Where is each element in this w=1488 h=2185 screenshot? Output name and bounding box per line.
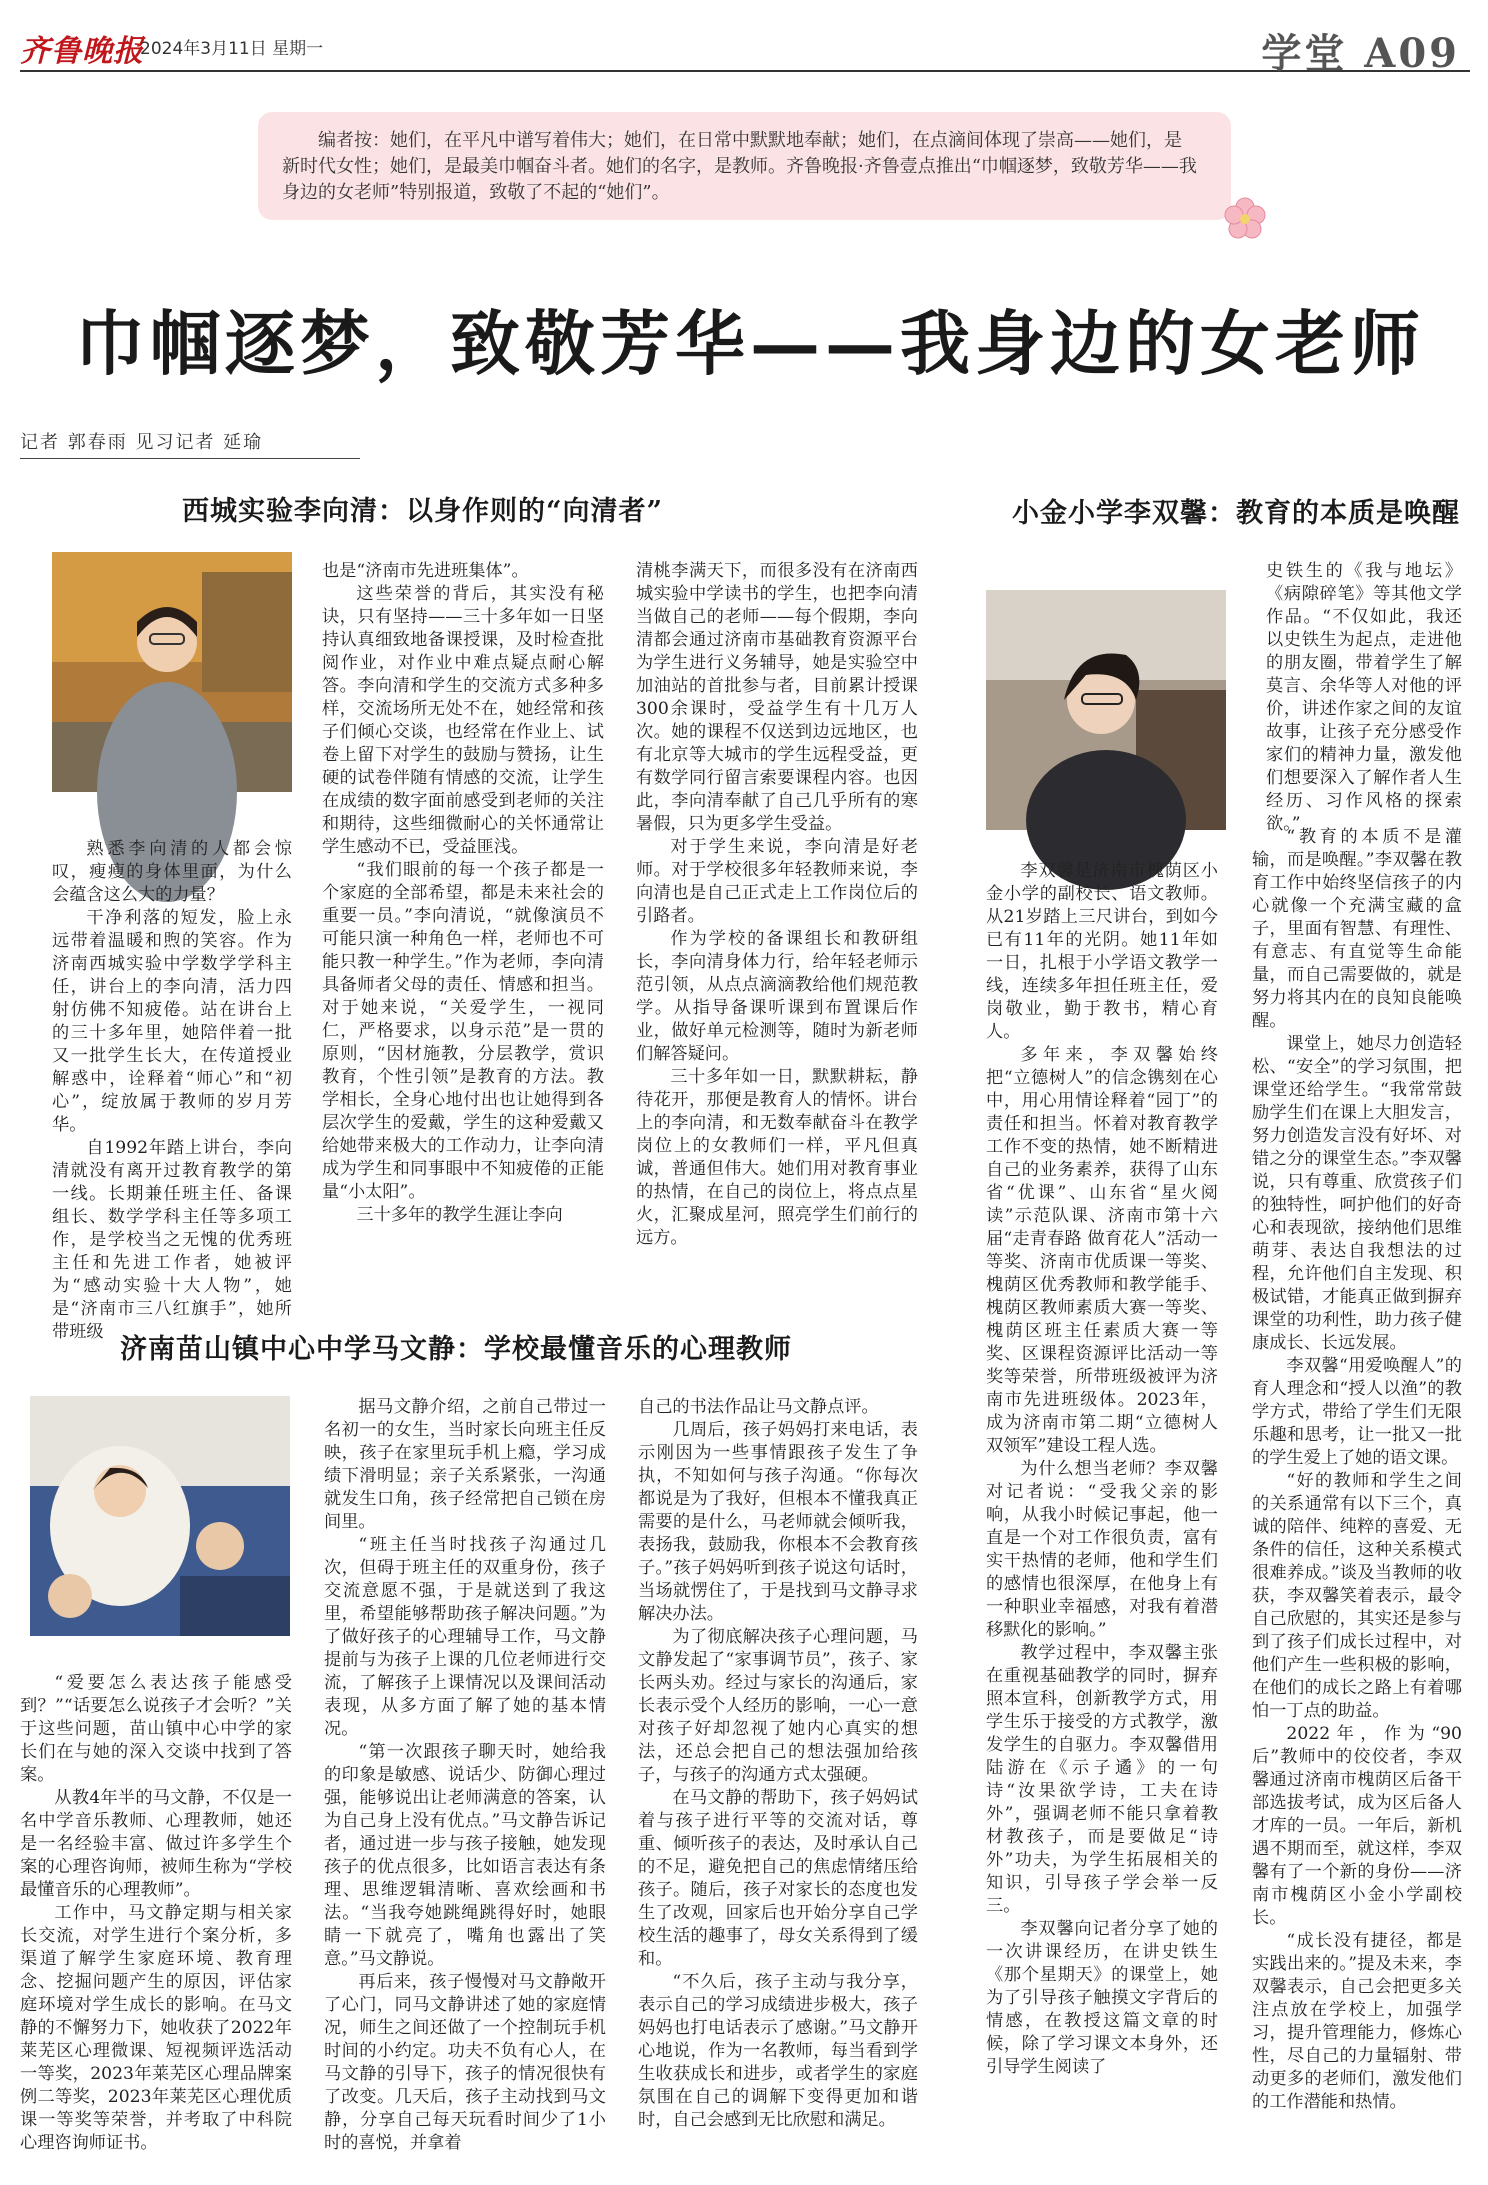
article-3-col-2: 据马文静介绍，之前自己带过一名初一的女生，当时家长向班主任反映，孩子在家里玩手机上瘾，学习成绩下滑明显；亲子关系紧张，一沟通就发生口角，孩子经常把自己锁在房间里。 “班主任当时找孩子沟通过几次，但碍于班主任的双重身份，孩子交流意愿不强，于是就送到了我这里，希望能够帮助孩子解决问题。”为了做好孩子的心理辅导工作，马文静提前与为孩子上课的几位老师进行交流，了解孩子上课情况以及课间活动表现，从多方面了解了她的基本情况。 “第一次跟孩子聊天时，她给我的印象是敏感、说话少、防御心理过强，能够说出让老师满意的答案，认为自己身上没有优点。”马文静告诉记者，通过进一步与孩子接触，她发现孩子的优点很多，比如语言表达有条理、思维逻辑清晰、喜欢绘画和书法。“当我夸她跳绳跳得好时，她眼睛一下就亮了，嘴角也露出了笑意。”马文静说。 再后来，孩子慢慢对马文静敞开了心门，同马文静讲述了她的家庭情况，师生之间还做了一个控制玩手机时间的小约定。功夫不负有心人，在马文静的引导下，孩子的情况很快有了改变。几天后，孩子主动找到马文静，分享自己每天玩看时间少了1小时的喜悦，并拿着 (324, 1397, 606, 2153)
issue-date: 2024年3月11日 星期一 (140, 39, 324, 59)
article-1-col-2: 也是“济南市先进班集体”。 这些荣誉的背后，其实没有秘诀，只有坚持——三十多年如一日坚持认真细致地备课授课，及时检查批阅作业，对作业中难点疑点耐心解答。李向清和学生的交流方式多种多样，交流场所无处不在，她经常和孩子们倾心交谈，也经常在作业上、试卷上留下对学生的鼓励与赞扬，让生硬的试卷伴随有情感的交流，让学生在成绩的数字面前感受到老师的关注和期待，这些细微耐心的关怀通常让学生感动不已，受益匪浅。 “我们眼前的每一个孩子都是一个家庭的全部希望，都是未来社会的重要一员。”李向清说，“就像演员不可能只演一种角色一样，老师也不可能只教一种学生。”作为老师，李向清具备师者父母的责任、情感和担当。对于她来说，“关爱学生，一视同仁，严格要求，以身示范”是一贯的原则，“因材施教，分层教学，赏识教育，个性引领”是教育的方法。教学相长，全身心地付出也让她得到各层次学生的爱戴，学生的这种爱戴又给她带来极大的工作动力，让李向清成为学生和同事眼中不知疲倦的正能量“小太阳”。 三十多年的教学生涯让李向 (322, 561, 604, 1225)
newspaper-logo: 齐鲁晚报 (20, 34, 144, 69)
section-heading-3: 济南苗山镇中心中学马文静：学校最懂音乐的心理教师 (108, 1332, 804, 1368)
photo-classroom (30, 1396, 290, 1636)
editor-note: 编者按：她们，在平凡中谱写着伟大；她们，在日常中默默地奉献；她们，在点滴间体现了崇高——她们，是新时代女性；她们，是最美巾帼奋斗者。她们的名字，是教师。齐鲁晚报·齐鲁壹点推出“巾帼逐梦，致敬芳华——我身边的女老师”特别报道，致敬了不起的“她们”。 (258, 112, 1231, 220)
portrait-photo-2 (986, 590, 1226, 830)
article-2-col-2: “教育的本质不是灌输，而是唤醒。”李双馨在教育工作中始终坚信孩子的内心就像一个充满宝藏的盒子，里面有智慧、有理性、有意志、有直觉等生命能量，而自己需要做的，就是努力将其内在的良知良能唤醒。 课堂上，她尽力创造轻松、“安全”的学习氛围，把课堂还给学生。“我常常鼓励学生们在课上大胆发言，努力创造发言没有好坏、对错之分的课堂生态。”李双馨说，只有尊重、欣赏孩子们的独特性，呵护他们的好奇心和表现欲，接纳他们思维萌芽、表达自我想法的过程，允许他们自主发现、积极试错，才能真正做到摒弃课堂的功利性，助力孩子健康成长、长远发展。 李双馨“用爱唤醒人”的育人理念和“授人以渔”的教学方式，带给了学生们无限乐趣和思考，让一批又一批的学生爱上了她的语文课。 “好的教师和学生之间的关系通常有以下三个，真诚的陪伴、纯粹的喜爱、无条件的信任，这种关系模式很难养成。”谈及当教师的收获，李双馨笑着表示，最令自己欣慰的，其实还是参与到了孩子们成长过程中，对他们产生一些积极的影响，在他们的成长之路上有着哪怕一丁点的助益。 2022年，作为“90后”教师中的佼佼者，李双馨通过济南市槐荫区后备干部选拔考试，成为区后备人才库的一员。一年后，新机遇不期而至，就这样，李双馨有了一个新的身份——济南市槐荫区小金小学副校长。 “成长没有捷径，都是实践出来的。”提及未来，李双馨表示，自己会把更多关注点放在学校上，加强学习，提升管理能力，修炼心性，尽自己的力量辐射、带动更多的老师们，激发他们的工作潜能和热情。 (1252, 827, 1462, 2112)
byline: 记者 郭春雨 见习记者 延瑜 (20, 428, 360, 459)
portrait-photo-1 (52, 552, 292, 792)
article-2-col-1: 李双馨是济南市槐荫区小金小学的副校长、语文教师。从21岁踏上三尺讲台，到如今已有11年的光阴。她11年如一日，扎根于小学语文教学一线，连续多年担任班主任，爱岗敬业，勤于教书，精心育人。 多年来，李双馨始终把“立德树人”的信念镌刻在心中，用心用情诠释着“园丁”的责任和担当。怀着对教育教学工作不变的热情，她不断精进自己的业务素养，获得了山东省“优课”、山东省“星火阅读”示范队课、济南市第十六届“走青春路 做育花人”活动一等奖、济南市优质课一等奖、槐荫区优秀教师和教学能手、槐荫区教师素质大赛一等奖、槐荫区班主任素质大赛一等奖、区课程资源评比活动一等奖等荣誉，所带班级被评为济南市先进班级体。2023年，成为济南市第二期“立德树人双领军”建设工程人选。 为什么想当老师？李双馨对记者说：“受我父亲的影响，从我小时候记事起，他一直是一个对工作很负责，富有实干热情的老师，他和学生们的感情也很深厚，在他身上有一种职业幸福感，对我有着潜移默化的影响。” 教学过程中，李双馨主张在重视基础教学的同时，摒弃照本宣科，创新教学方式，用学生乐于接受的方式教学，激发学生的自驱力。李双馨借用陆游在《示子遹》的一句诗“汝果欲学诗，工夫在诗外”，强调老师不能只拿着教材教孩子，而是要做足“诗外”功夫，为学生拓展相关的知识，引导孩子学会举一反三。 李双馨向记者分享了她的一次讲课经历，在讲史铁生《那个星期天》的课堂上，她为了引导孩子触摸文字背后的情感，在教授这篇文章的时候，除了学习课文本身外，还引导学生阅读了 (986, 861, 1218, 2077)
section-heading-1: 西城实验李向清：以身作则的“向清者” (170, 494, 675, 530)
flower-icon (1222, 196, 1268, 242)
article-1-col-3: 清桃李满天下，而很多没有在济南西城实验中学读书的学生，也把李向清当做自己的老师——每个假期，李向清都会通过济南市基础教育资源平台为学生进行义务辅导，她是实验空中加油站的首批参与者，目前累计授课300余课时，受益学生有十几万人次。她的课程不仅送到边远地区，也有北京等大城市的学生远程受益，更有数学同行留言索要课程内容。也因此，李向清奉献了自己几乎所有的寒暑假，只为更多学生受益。 对于学生来说，李向清是好老师。对于学校很多年轻教师来说，李向清也是自己正式走上工作岗位后的引路者。 作为学校的备课组长和教研组长，李向清身体力行，给年轻老师示范引领，从点点滴滴教给他们规范教学。从指导备课听课到布置课后作业，做好单元检测等，随时为新老师们解答疑问。 三十多年如一日，默默耕耘，静待花开，那便是教育人的情怀。讲台上的李向清，和无数奉献奋斗在教学岗位上的女教师们一样，平凡但真诚，普通但伟大。她们用对教育事业的热情，在自己的岗位上，将点点星火，汇聚成星河，照亮学生们前行的远方。 (636, 561, 918, 1248)
article-3-col-3: 自己的书法作品让马文静点评。 几周后，孩子妈妈打来电话，表示刚因为一些事情跟孩子发生了争执，不知如何与孩子沟通。“你每次都说是为了我好，但根本不懂我真正需要的是什么，马老师就会倾听我，表扬我，鼓励我，你根本不会教育孩子。”孩子妈妈听到孩子说这句话时，当场就愣住了，于是找到马文静寻求解决办法。 为了彻底解决孩子心理问题，马文静发起了“家事调节员”，孩子、家长两头劝。经过与家长的沟通后，家长表示受个人经历的影响，一心一意对孩子好却忽视了她内心真实的想法，还总会把自己的想法强加给孩子，与孩子的沟通方式太强硬。 在马文静的帮助下，孩子妈妈试着与孩子进行平等的交流对话，尊重、倾听孩子的表达，及时承认自己的不足，避免把自己的焦虑情绪压给孩子。随后，孩子对家长的态度也发生了改观，回家后也开始分享自己学校生活的趣事了，母女关系得到了缓和。 “不久后，孩子主动与我分享，表示自己的学习成绩进步极大，孩子妈妈也打电话表示了感谢。”马文静开心地说，作为一名教师，每当看到学生收获成长和进步，或者学生的家庭氛围在自己的调解下变得更加和谐时，自己会感到无比欣慰和满足。 (638, 1397, 918, 2130)
section-heading-2: 小金小学李双馨：教育的本质是唤醒 (1000, 496, 1472, 532)
article-2-top: 史铁生的《我与地坛》《病隙碎笔》等其他文学作品。“不仅如此，我还以史铁生为起点，走进他的朋友圈，带着学生了解莫言、余华等人对他的评价，讲述作家之间的友谊故事，让孩子充分感受作家们的精神力量，激发他们想要深入了解作者人生经历、习作风格的探索欲。” (1266, 561, 1462, 834)
page-title: 巾帼逐梦，致敬芳华——我身边的女老师 (75, 302, 1425, 385)
article-3-col-1: “爱要怎么表达孩子能感受到？”“话要怎么说孩子才会听？”关于这些问题，苗山镇中心中学的家长们在与她的深入交谈中找到了答案。 从教4年半的马文静，不仅是一名中学音乐教师、心理教师，她还是一名经验丰富、做过许多学生个案的心理咨询师，被师生称为“学校最懂音乐的心理教师”。 工作中，马文静定期与相关家长交流，对学生进行个案分析，多渠道了解学生家庭环境、教育理念、挖掘问题产生的原因，评估家庭环境对学生成长的影响。在马文静的不懈努力下，她收获了2022年莱芜区心理微课、短视频评选活动一等奖，2023年莱芜区心理品牌案例二等奖，2023年莱芜区心理优质课一等奖等荣誉，并考取了中科院心理咨询师证书。 (20, 1673, 292, 2153)
page-section-number: 学堂 A09 (1261, 30, 1460, 77)
article-1-col-1: 熟悉李向清的人都会惊叹，瘦瘦的身体里面，为什么会蕴含这么大的力量？ 干净利落的短发，脸上永远带着温暖和煦的笑容。作为济南西城实验中学数学学科主任，讲台上的李向清，活力四射仿佛不知疲倦。站在讲台上的三十多年里，她陪伴着一批又一批学生长大，在传道授业解惑中，诠释着“师心”和“初心”，绽放属于教师的岁月芳华。 自1992年踏上讲台，李向清就没有离开过教育教学的第一线。长期兼任班主任、备课组长、数学学科主任等多项工作，是学校当之无愧的优秀班主任和先进工作者，她被评为“感动实验十大人物”，她是“济南市三八红旗手”，她所带班级 (52, 839, 292, 1342)
page-header (20, 20, 1470, 77)
